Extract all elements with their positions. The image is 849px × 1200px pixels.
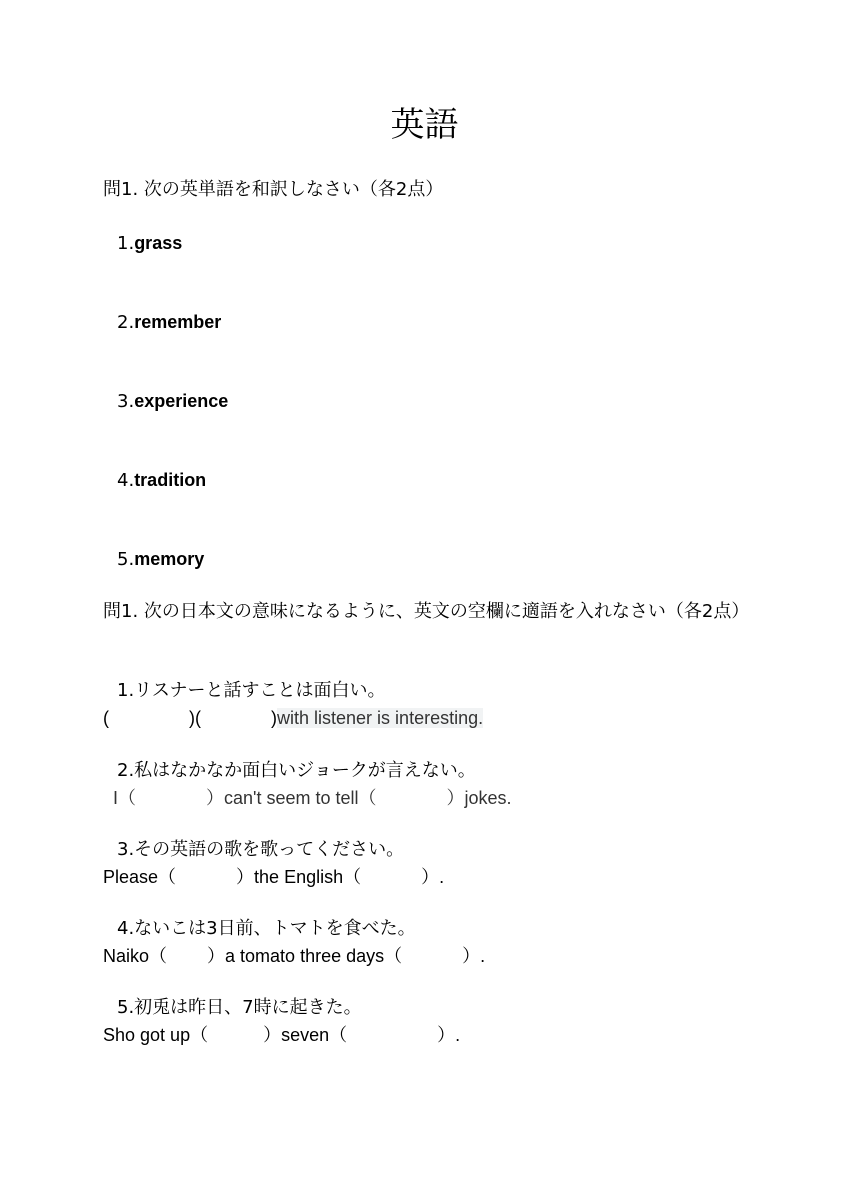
vocab-item — [117, 230, 182, 257]
vocab-word: experience — [134, 391, 229, 411]
vocab-item — [117, 546, 204, 573]
vocab-number: 1. — [117, 233, 135, 254]
vocab-number: 5. — [117, 549, 135, 570]
vocab-item — [117, 388, 228, 415]
vocab-word: remember — [134, 312, 222, 332]
page-title: 英語 — [390, 105, 459, 145]
question-japanese: 4.ないこは3日前、トマトを食べた。 — [117, 918, 416, 939]
sentence-text: Please（ ）the English（ ）. — [103, 867, 445, 887]
vocab-word: grass — [134, 233, 183, 253]
question-english — [103, 785, 512, 811]
question-japanese: 5.初兎は昨日、7時に起きた。 — [117, 997, 362, 1018]
sentence-text: Naiko（ ）a tomato three days（ ）. — [103, 946, 486, 966]
vocab-item — [117, 467, 206, 494]
vocab-item — [117, 309, 221, 336]
vocab-word: tradition — [134, 470, 207, 490]
question-japanese: 2.私はなかなか面白いジョークが言えない。 — [117, 760, 476, 781]
sentence-text: I（ ）can't seem to tell（ ）jokes. — [103, 788, 512, 808]
section2-heading: 問1. 次の日本文の意味になるように、英文の空欄に適語を入れなさい（各2点） — [103, 601, 750, 622]
question-english — [103, 1022, 460, 1048]
answer-blanks: ( )( ) — [103, 708, 278, 728]
question-english — [103, 864, 444, 890]
vocab-number: 4. — [117, 470, 135, 491]
vocab-number: 3. — [117, 391, 135, 412]
question-english — [103, 705, 483, 731]
question-japanese: 1.リスナーと話すことは面白い。 — [117, 680, 386, 701]
sentence-text: Sho got up（ ）seven（ ）. — [103, 1025, 461, 1045]
vocab-word: memory — [134, 549, 205, 569]
section1-heading: 問1. 次の英単語を和訳しなさい（各2点） — [103, 179, 444, 200]
question-english — [103, 943, 485, 969]
vocab-number: 2. — [117, 312, 135, 333]
sentence-text: with listener is interesting. — [277, 708, 484, 728]
question-japanese: 3.その英語の歌を歌ってください。 — [117, 839, 405, 860]
